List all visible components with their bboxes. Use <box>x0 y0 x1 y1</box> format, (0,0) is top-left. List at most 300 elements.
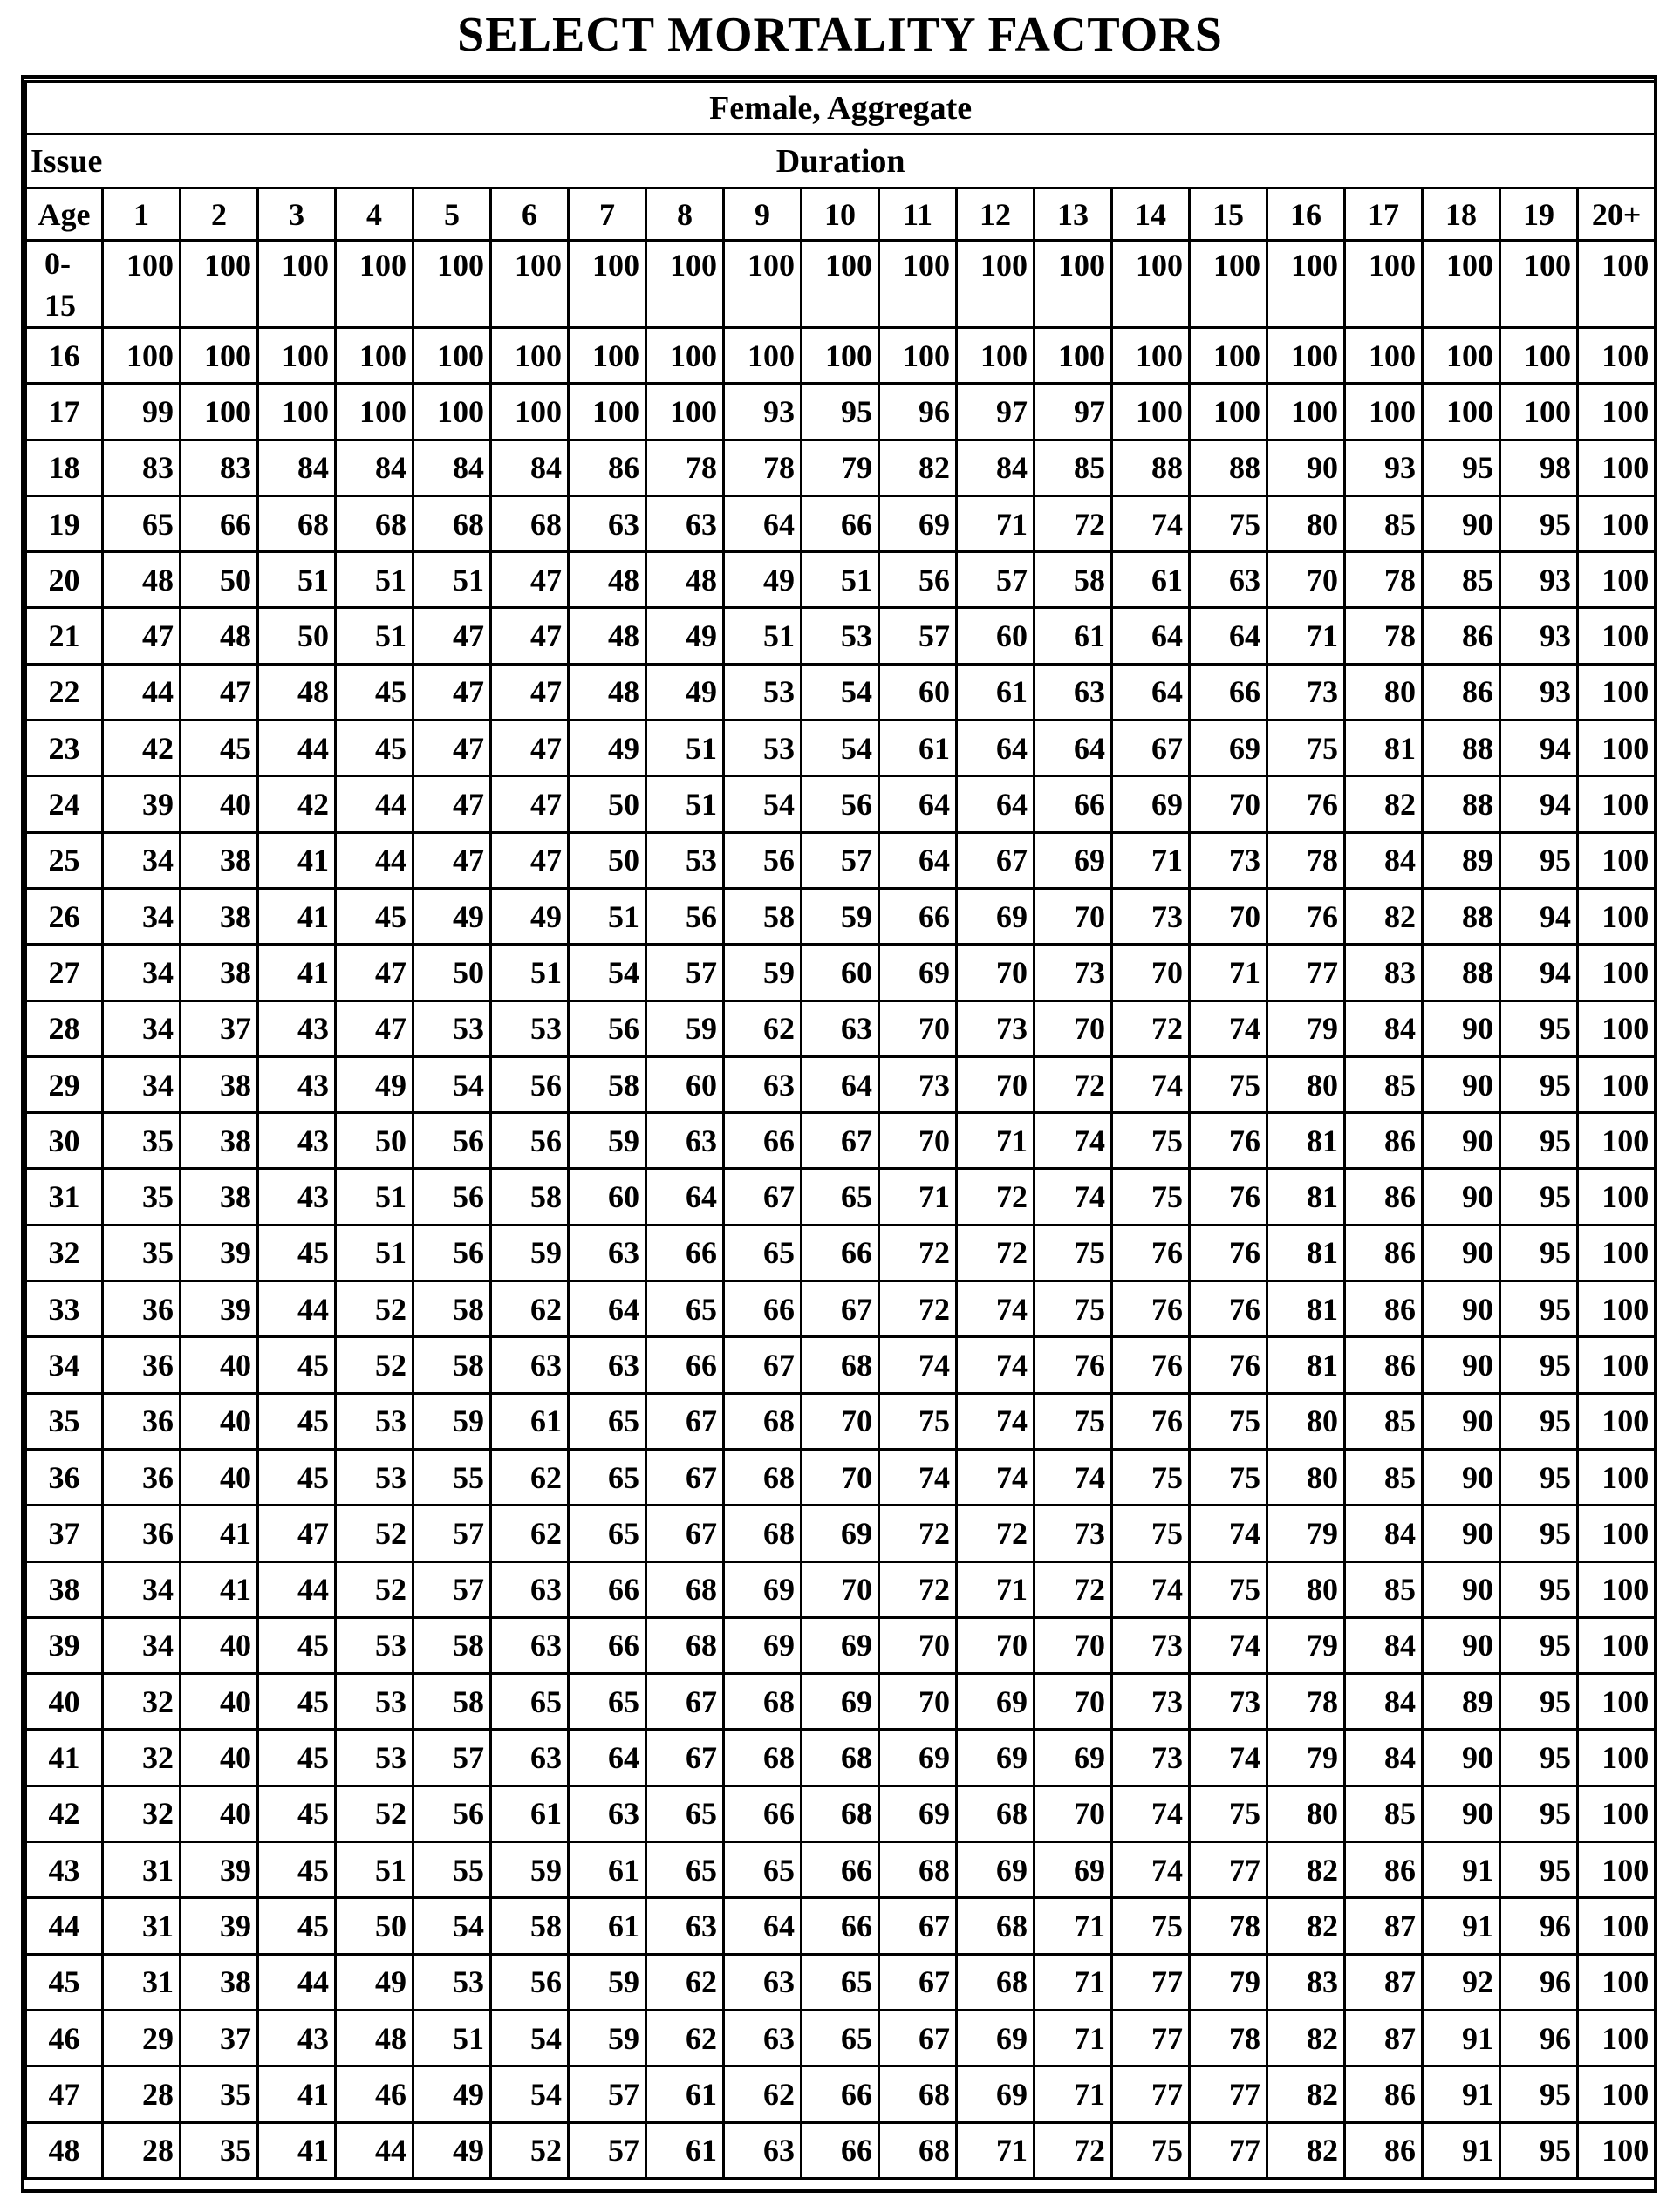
factor-cell: 74 <box>957 1449 1035 1505</box>
factor-cell: 71 <box>1035 1954 1112 2010</box>
factor-cell: 55 <box>413 1449 491 1505</box>
factor-cell: 44 <box>336 2122 413 2178</box>
table-row <box>26 1561 1656 1617</box>
factor-cell: 70 <box>1035 1786 1112 1841</box>
factor-cell: 71 <box>957 495 1035 551</box>
factor-cell: 100 <box>1578 1056 1656 1112</box>
factor-cell: 100 <box>879 241 957 328</box>
factor-cell: 68 <box>413 495 491 551</box>
factor-cell: 84 <box>336 440 413 495</box>
factor-cell: 100 <box>1578 1113 1656 1169</box>
factor-cell: 66 <box>724 1113 802 1169</box>
factor-cell: 63 <box>646 1113 724 1169</box>
factor-cell: 47 <box>491 776 569 832</box>
factor-cell: 96 <box>1500 1954 1578 2010</box>
factor-cell: 82 <box>1267 2010 1345 2066</box>
factor-cell: 58 <box>413 1337 491 1393</box>
factor-cell: 35 <box>103 1225 181 1281</box>
factor-cell: 90 <box>1423 1169 1500 1225</box>
factor-cell: 64 <box>957 721 1035 776</box>
factor-cell: 71 <box>957 1561 1035 1617</box>
factor-cell: 64 <box>1190 608 1267 664</box>
factor-cell: 49 <box>413 888 491 944</box>
factor-cell: 95 <box>1500 1393 1578 1449</box>
issue-age-cell: 0- 15 <box>26 241 103 328</box>
table-row <box>26 1617 1656 1673</box>
factor-cell: 84 <box>1345 1001 1423 1056</box>
factor-cell: 42 <box>103 721 181 776</box>
table-row <box>26 721 1656 776</box>
factor-cell: 84 <box>957 440 1035 495</box>
table-row <box>26 1337 1656 1393</box>
factor-cell: 73 <box>1190 1674 1267 1730</box>
factor-cell: 76 <box>1112 1393 1190 1449</box>
factor-cell: 95 <box>1500 1561 1578 1617</box>
factor-cell: 64 <box>957 776 1035 832</box>
factor-cell: 100 <box>181 241 258 328</box>
factor-cell: 43 <box>258 1113 336 1169</box>
factor-cell: 75 <box>1190 1561 1267 1617</box>
factor-cell: 48 <box>569 664 646 720</box>
factor-cell: 100 <box>1578 1281 1656 1337</box>
factor-cell: 70 <box>802 1393 879 1449</box>
factor-cell: 66 <box>879 888 957 944</box>
factor-cell: 41 <box>181 1506 258 1561</box>
factor-cell: 86 <box>1423 664 1500 720</box>
factor-cell: 95 <box>1500 1786 1578 1841</box>
factor-cell: 68 <box>724 1506 802 1561</box>
table-row <box>26 1225 1656 1281</box>
issue-age-cell: 31 <box>26 1169 103 1225</box>
factor-cell: 40 <box>181 1786 258 1841</box>
factor-cell: 100 <box>1578 241 1656 328</box>
factor-cell: 81 <box>1267 1169 1345 1225</box>
factor-cell: 50 <box>181 552 258 608</box>
factor-cell: 40 <box>181 1730 258 1786</box>
factor-cell: 84 <box>1345 1730 1423 1786</box>
factor-cell: 51 <box>258 552 336 608</box>
factor-cell: 98 <box>1500 440 1578 495</box>
factor-cell: 62 <box>491 1449 569 1505</box>
factor-cell: 61 <box>491 1393 569 1449</box>
factor-cell: 72 <box>957 1169 1035 1225</box>
factor-cell: 67 <box>879 2010 957 2066</box>
factor-cell: 77 <box>1112 2066 1190 2122</box>
factor-cell: 70 <box>1035 1617 1112 1673</box>
factor-cell: 100 <box>1190 384 1267 440</box>
issue-age-cell: 43 <box>26 1842 103 1898</box>
factor-cell: 87 <box>1345 1898 1423 1954</box>
factor-cell: 100 <box>1578 1393 1656 1449</box>
table-row <box>26 1786 1656 1841</box>
factor-cell: 86 <box>1345 1225 1423 1281</box>
table-row <box>26 945 1656 1001</box>
factor-cell: 70 <box>957 1617 1035 1673</box>
issue-age-cell: 27 <box>26 945 103 1001</box>
factor-cell: 100 <box>1578 1954 1656 2010</box>
factor-cell: 44 <box>258 1281 336 1337</box>
factor-cell: 58 <box>724 888 802 944</box>
factor-cell: 47 <box>336 945 413 1001</box>
duration-header-5: 5 <box>413 188 491 241</box>
factor-cell: 58 <box>491 1898 569 1954</box>
factor-cell: 100 <box>1112 328 1190 384</box>
factor-cell: 65 <box>569 1506 646 1561</box>
factor-cell: 49 <box>724 552 802 608</box>
factor-cell: 79 <box>802 440 879 495</box>
factor-cell: 97 <box>1035 384 1112 440</box>
factor-cell: 34 <box>103 1561 181 1617</box>
factor-cell: 61 <box>957 664 1035 720</box>
factor-cell: 65 <box>569 1674 646 1730</box>
factor-cell: 34 <box>103 945 181 1001</box>
table-row <box>26 1113 1656 1169</box>
factor-cell: 100 <box>336 328 413 384</box>
factor-cell: 77 <box>1112 1954 1190 2010</box>
factor-cell: 95 <box>1500 1281 1578 1337</box>
factor-cell: 58 <box>413 1674 491 1730</box>
factor-cell: 47 <box>413 721 491 776</box>
factor-cell: 66 <box>724 1281 802 1337</box>
factor-cell: 54 <box>569 945 646 1001</box>
factor-cell: 76 <box>1267 888 1345 944</box>
factor-cell: 100 <box>1345 384 1423 440</box>
factor-cell: 69 <box>1035 1842 1112 1898</box>
factor-cell: 59 <box>569 1113 646 1169</box>
factor-cell: 45 <box>258 1786 336 1841</box>
factor-cell: 93 <box>1345 440 1423 495</box>
factor-cell: 78 <box>1345 608 1423 664</box>
factor-cell: 44 <box>258 1954 336 2010</box>
factor-cell: 69 <box>957 1842 1035 1898</box>
factor-cell: 93 <box>1500 608 1578 664</box>
factor-cell: 61 <box>1112 552 1190 608</box>
factor-cell: 43 <box>258 1169 336 1225</box>
factor-cell: 55 <box>413 1842 491 1898</box>
factor-cell: 69 <box>879 1786 957 1841</box>
factor-cell: 43 <box>258 1001 336 1056</box>
factor-cell: 100 <box>1578 664 1656 720</box>
factor-cell: 93 <box>1500 664 1578 720</box>
factor-cell: 63 <box>569 1337 646 1393</box>
factor-cell: 90 <box>1423 1225 1500 1281</box>
factor-cell: 100 <box>1345 241 1423 328</box>
table-row <box>26 2010 1656 2066</box>
factor-cell: 76 <box>1190 1281 1267 1337</box>
factor-cell: 47 <box>491 608 569 664</box>
factor-cell: 75 <box>1035 1225 1112 1281</box>
factor-cell: 67 <box>957 832 1035 888</box>
factor-cell: 73 <box>1112 1730 1190 1786</box>
duration-header-15: 15 <box>1190 188 1267 241</box>
factor-cell: 74 <box>957 1393 1035 1449</box>
factor-cell: 38 <box>181 945 258 1001</box>
factor-cell: 70 <box>1190 888 1267 944</box>
factor-cell: 40 <box>181 1337 258 1393</box>
factor-cell: 53 <box>336 1393 413 1449</box>
factor-cell: 54 <box>802 721 879 776</box>
factor-cell: 34 <box>103 832 181 888</box>
factor-cell: 57 <box>413 1506 491 1561</box>
factor-cell: 90 <box>1423 1786 1500 1841</box>
factor-cell: 40 <box>181 1393 258 1449</box>
factor-cell: 35 <box>103 1169 181 1225</box>
factor-cell: 69 <box>879 1730 957 1786</box>
factor-cell: 47 <box>258 1506 336 1561</box>
factor-cell: 56 <box>413 1169 491 1225</box>
factor-cell: 69 <box>802 1617 879 1673</box>
factor-cell: 49 <box>413 2066 491 2122</box>
factor-cell: 71 <box>1035 1898 1112 1954</box>
factor-cell: 45 <box>336 721 413 776</box>
factor-cell: 65 <box>103 495 181 551</box>
factor-cell: 62 <box>646 1954 724 2010</box>
factor-cell: 100 <box>1578 2066 1656 2122</box>
factor-cell: 63 <box>491 1337 569 1393</box>
factor-cell: 56 <box>413 1113 491 1169</box>
factor-cell: 100 <box>1578 1730 1656 1786</box>
factor-cell: 63 <box>491 1730 569 1786</box>
factor-cell: 84 <box>1345 832 1423 888</box>
factor-cell: 64 <box>1035 721 1112 776</box>
factor-cell: 50 <box>569 832 646 888</box>
factor-cell: 35 <box>181 2122 258 2178</box>
factor-cell: 58 <box>413 1617 491 1673</box>
factor-cell: 100 <box>1578 832 1656 888</box>
factor-cell: 52 <box>336 1281 413 1337</box>
factor-cell: 100 <box>569 241 646 328</box>
factor-cell: 34 <box>103 888 181 944</box>
factor-cell: 75 <box>879 1393 957 1449</box>
factor-cell: 100 <box>1578 776 1656 832</box>
factor-cell: 100 <box>1578 1898 1656 1954</box>
factor-cell: 73 <box>1035 945 1112 1001</box>
factor-cell: 58 <box>569 1056 646 1112</box>
factor-cell: 57 <box>879 608 957 664</box>
factor-cell: 100 <box>569 328 646 384</box>
factor-cell: 47 <box>491 721 569 776</box>
factor-cell: 95 <box>1500 495 1578 551</box>
issue-age-cell: 24 <box>26 776 103 832</box>
factor-cell: 69 <box>1035 832 1112 888</box>
factor-cell: 100 <box>1578 1674 1656 1730</box>
factor-cell: 77 <box>1190 1842 1267 1898</box>
factor-cell: 100 <box>491 241 569 328</box>
factor-cell: 74 <box>1035 1449 1112 1505</box>
duration-header-10: 10 <box>802 188 879 241</box>
factor-cell: 84 <box>258 440 336 495</box>
factor-cell: 66 <box>802 2066 879 2122</box>
factor-cell: 90 <box>1423 1281 1500 1337</box>
factor-cell: 53 <box>336 1617 413 1673</box>
factor-cell: 67 <box>646 1730 724 1786</box>
factor-cell: 100 <box>569 384 646 440</box>
factor-cell: 84 <box>1345 1617 1423 1673</box>
factor-cell: 34 <box>103 1056 181 1112</box>
factor-cell: 65 <box>646 1842 724 1898</box>
factor-cell: 48 <box>336 2010 413 2066</box>
factor-cell: 100 <box>1578 888 1656 944</box>
issue-age-cell: 33 <box>26 1281 103 1337</box>
factor-cell: 68 <box>724 1674 802 1730</box>
factor-cell: 81 <box>1267 1281 1345 1337</box>
factor-cell: 78 <box>646 440 724 495</box>
factor-cell: 46 <box>336 2066 413 2122</box>
factor-cell: 70 <box>879 1674 957 1730</box>
factor-cell: 66 <box>802 1225 879 1281</box>
factor-cell: 73 <box>1267 664 1345 720</box>
factor-cell: 85 <box>1345 1449 1423 1505</box>
factor-cell: 74 <box>1112 495 1190 551</box>
factor-cell: 59 <box>724 945 802 1001</box>
factor-cell: 50 <box>258 608 336 664</box>
factor-cell: 68 <box>802 1786 879 1841</box>
factor-cell: 47 <box>491 552 569 608</box>
factor-cell: 75 <box>1190 1393 1267 1449</box>
factor-cell: 58 <box>491 1169 569 1225</box>
factor-cell: 100 <box>336 384 413 440</box>
factor-cell: 74 <box>957 1281 1035 1337</box>
issue-age-cell: 39 <box>26 1617 103 1673</box>
factor-cell: 34 <box>103 1001 181 1056</box>
factor-cell: 45 <box>258 1842 336 1898</box>
factor-cell: 40 <box>181 1449 258 1505</box>
factor-cell: 95 <box>1500 2122 1578 2178</box>
table-row <box>26 241 1656 328</box>
factor-cell: 65 <box>724 1225 802 1281</box>
factor-cell: 59 <box>802 888 879 944</box>
factor-cell: 53 <box>413 1954 491 2010</box>
factor-cell: 64 <box>1112 608 1190 664</box>
factor-cell: 100 <box>1035 241 1112 328</box>
factor-cell: 50 <box>336 1898 413 1954</box>
factor-cell: 62 <box>646 2010 724 2066</box>
factor-cell: 95 <box>1500 1506 1578 1561</box>
factor-cell: 54 <box>724 776 802 832</box>
factor-cell: 53 <box>491 1001 569 1056</box>
factor-cell: 81 <box>1267 1337 1345 1393</box>
factor-cell: 79 <box>1267 1001 1345 1056</box>
factor-cell: 56 <box>724 832 802 888</box>
factor-cell: 53 <box>724 664 802 720</box>
factor-cell: 43 <box>258 1056 336 1112</box>
factor-cell: 95 <box>1500 1337 1578 1393</box>
factor-cell: 69 <box>957 2066 1035 2122</box>
factor-cell: 91 <box>1423 1898 1500 1954</box>
factor-cell: 65 <box>724 1842 802 1898</box>
factor-cell: 47 <box>103 608 181 664</box>
factor-cell: 80 <box>1267 495 1345 551</box>
factor-cell: 68 <box>724 1730 802 1786</box>
factor-cell: 77 <box>1190 2122 1267 2178</box>
table-row <box>26 1393 1656 1449</box>
factor-cell: 96 <box>1500 1898 1578 1954</box>
factor-cell: 100 <box>1500 328 1578 384</box>
factor-cell: 32 <box>103 1674 181 1730</box>
factor-cell: 100 <box>1578 2122 1656 2178</box>
factor-cell: 51 <box>569 888 646 944</box>
factor-cell: 45 <box>258 1674 336 1730</box>
factor-cell: 63 <box>491 1561 569 1617</box>
duration-header-11: 11 <box>879 188 957 241</box>
factor-cell: 100 <box>646 328 724 384</box>
factor-cell: 96 <box>1500 2010 1578 2066</box>
factor-cell: 78 <box>1190 2010 1267 2066</box>
factor-cell: 45 <box>336 664 413 720</box>
factor-cell: 63 <box>724 2010 802 2066</box>
factor-cell: 51 <box>491 945 569 1001</box>
duration-header-17: 17 <box>1345 188 1423 241</box>
factor-cell: 99 <box>103 384 181 440</box>
factor-cell: 75 <box>1190 1786 1267 1841</box>
factor-cell: 64 <box>879 832 957 888</box>
factor-cell: 90 <box>1423 1337 1500 1393</box>
factor-cell: 67 <box>802 1281 879 1337</box>
factor-cell: 80 <box>1267 1449 1345 1505</box>
factor-cell: 72 <box>1035 495 1112 551</box>
factor-cell: 71 <box>1112 832 1190 888</box>
factor-cell: 28 <box>103 2122 181 2178</box>
factor-cell: 95 <box>1500 1730 1578 1786</box>
factor-cell: 49 <box>646 664 724 720</box>
factor-cell: 57 <box>569 2122 646 2178</box>
table-row <box>26 1281 1656 1337</box>
factor-cell: 45 <box>258 1225 336 1281</box>
factor-cell: 100 <box>724 328 802 384</box>
factor-cell: 90 <box>1423 1449 1500 1505</box>
factor-cell: 57 <box>802 832 879 888</box>
factor-cell: 75 <box>1112 1449 1190 1505</box>
factor-cell: 74 <box>1035 1169 1112 1225</box>
factor-cell: 56 <box>413 1786 491 1841</box>
factor-cell: 93 <box>724 384 802 440</box>
factor-cell: 48 <box>103 552 181 608</box>
mortality-table <box>24 80 1656 2180</box>
factor-cell: 51 <box>413 552 491 608</box>
factor-cell: 100 <box>646 241 724 328</box>
factor-cell: 38 <box>181 888 258 944</box>
factor-cell: 57 <box>957 552 1035 608</box>
factor-cell: 100 <box>1500 241 1578 328</box>
factor-cell: 76 <box>1190 1337 1267 1393</box>
factor-cell: 64 <box>724 1898 802 1954</box>
factor-cell: 66 <box>646 1337 724 1393</box>
factor-cell: 69 <box>957 2010 1035 2066</box>
factor-cell: 73 <box>957 1001 1035 1056</box>
factor-cell: 93 <box>1500 552 1578 608</box>
factor-cell: 72 <box>879 1561 957 1617</box>
factor-cell: 86 <box>1345 1113 1423 1169</box>
factor-cell: 52 <box>336 1786 413 1841</box>
factor-cell: 88 <box>1423 721 1500 776</box>
factor-cell: 56 <box>491 1113 569 1169</box>
factor-cell: 100 <box>1578 1449 1656 1505</box>
duration-header-3: 3 <box>258 188 336 241</box>
factor-cell: 79 <box>1190 1954 1267 2010</box>
factor-cell: 75 <box>1190 1056 1267 1112</box>
factor-cell: 63 <box>724 2122 802 2178</box>
factor-cell: 73 <box>879 1056 957 1112</box>
factor-cell: 44 <box>258 1561 336 1617</box>
duration-header-13: 13 <box>1035 188 1112 241</box>
issue-age-cell: 29 <box>26 1056 103 1112</box>
factor-cell: 90 <box>1423 1001 1500 1056</box>
factor-cell: 36 <box>103 1281 181 1337</box>
factor-cell: 88 <box>1423 945 1500 1001</box>
factor-cell: 100 <box>1423 328 1500 384</box>
issue-age-cell: 37 <box>26 1506 103 1561</box>
table-row <box>26 608 1656 664</box>
